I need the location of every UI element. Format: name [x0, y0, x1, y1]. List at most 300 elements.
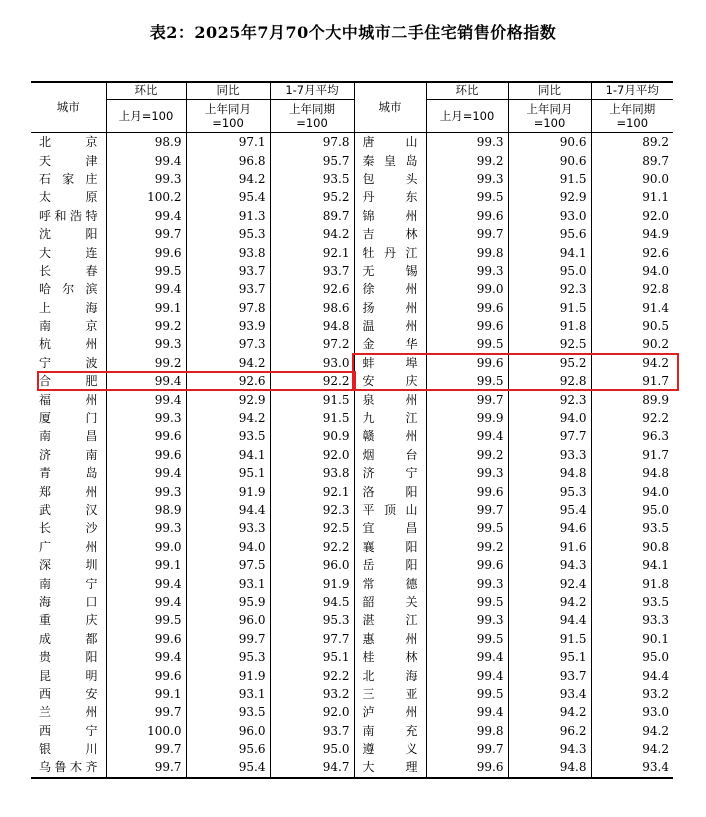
avg-value-right: 93.5 — [591, 593, 673, 611]
city-name-right: 韶关 — [354, 593, 426, 611]
yoy-value-left: 92.9 — [186, 390, 270, 408]
table-row — [31, 556, 673, 574]
table-row — [31, 427, 673, 445]
city-name-right: 大理 — [354, 758, 426, 777]
avg-value-right: 90.5 — [591, 317, 673, 335]
table-row — [31, 299, 673, 317]
table-row — [31, 188, 673, 206]
yoy-value-left: 91.9 — [186, 666, 270, 684]
table-row — [31, 685, 673, 703]
city-name-right: 岳阳 — [354, 556, 426, 574]
avg-value-right: 94.9 — [591, 225, 673, 243]
avg-value-left: 92.2 — [270, 666, 354, 684]
avg-value-right: 91.4 — [591, 299, 673, 317]
mom-value-right: 99.3 — [426, 133, 508, 152]
city-name-left: 南宁 — [39, 576, 98, 591]
city-name-right: 九江 — [354, 409, 426, 427]
avg-value-left: 97.2 — [270, 335, 354, 353]
city-name-left: 重庆 — [39, 613, 98, 628]
mom-value-left: 99.3 — [106, 335, 186, 353]
table-row — [31, 574, 673, 592]
yoy-value-left: 95.3 — [186, 225, 270, 243]
header-avg-left: 1-7月平均 — [270, 82, 354, 100]
avg-value-left: 92.6 — [270, 280, 354, 298]
yoy-value-right: 93.3 — [508, 446, 591, 464]
yoy-value-left: 93.9 — [186, 317, 270, 335]
avg-value-left: 97.7 — [270, 630, 354, 648]
city-name-right: 洛阳 — [354, 482, 426, 500]
mom-value-left: 99.6 — [106, 427, 186, 445]
city-name-right: 丹东 — [354, 188, 426, 206]
yoy-value-left: 91.9 — [186, 482, 270, 500]
avg-value-right: 92.8 — [591, 280, 673, 298]
yoy-value-right: 95.6 — [508, 225, 591, 243]
table-row — [31, 666, 673, 684]
yoy-value-right: 94.0 — [508, 409, 591, 427]
table-row — [31, 207, 673, 225]
yoy-value-right: 94.8 — [508, 464, 591, 482]
city-name-right: 牡丹江 — [354, 243, 426, 261]
table-row — [31, 133, 673, 152]
avg-value-right: 89.2 — [591, 133, 673, 152]
yoy-value-left: 96.8 — [186, 151, 270, 169]
header-yoy-sub-left: 上年同月 =100 — [186, 100, 270, 133]
avg-value-left: 89.7 — [270, 207, 354, 225]
header-avg-sub-right: 上年同期 =100 — [591, 100, 673, 133]
table-title: 表2：2025年7月70个大中城市二手住宅销售价格指数 — [149, 23, 557, 42]
avg-value-left: 93.7 — [270, 722, 354, 740]
avg-value-right: 93.2 — [591, 685, 673, 703]
avg-value-right: 91.7 — [591, 446, 673, 464]
yoy-value-right: 91.6 — [508, 538, 591, 556]
yoy-value-right: 91.8 — [508, 317, 591, 335]
table-row — [31, 740, 673, 758]
avg-value-right: 92.0 — [591, 207, 673, 225]
avg-value-left: 94.2 — [270, 225, 354, 243]
city-name-right: 唐山 — [354, 133, 426, 152]
avg-value-right: 94.1 — [591, 556, 673, 574]
mom-value-left: 99.5 — [106, 262, 186, 280]
mom-value-left: 98.9 — [106, 501, 186, 519]
city-name-right: 襄阳 — [354, 538, 426, 556]
avg-value-right: 90.0 — [591, 170, 673, 188]
mom-value-left: 99.1 — [106, 685, 186, 703]
city-name-left: 广州 — [39, 539, 98, 554]
avg-value-left: 92.0 — [270, 703, 354, 721]
header-yoy-sub-right: 上年同月 =100 — [508, 100, 591, 133]
yoy-value-right: 92.5 — [508, 335, 591, 353]
table-row — [31, 317, 673, 335]
city-name-right: 惠州 — [354, 630, 426, 648]
table-row — [31, 280, 673, 298]
city-name-right: 包头 — [354, 170, 426, 188]
table-row — [31, 703, 673, 721]
mom-value-right: 99.7 — [426, 390, 508, 408]
mom-value-right: 99.3 — [426, 170, 508, 188]
avg-value-right: 93.5 — [591, 519, 673, 537]
city-name-right: 扬州 — [354, 299, 426, 317]
yoy-value-left: 94.4 — [186, 501, 270, 519]
yoy-value-left: 94.2 — [186, 170, 270, 188]
avg-value-right: 94.2 — [591, 740, 673, 758]
yoy-value-right: 94.1 — [508, 243, 591, 261]
mom-value-right: 99.6 — [426, 556, 508, 574]
yoy-value-left: 95.6 — [186, 740, 270, 758]
yoy-value-left: 93.5 — [186, 703, 270, 721]
table-row — [31, 519, 673, 537]
mom-value-right: 99.3 — [426, 464, 508, 482]
city-name-left: 石家庄 — [39, 171, 98, 186]
yoy-value-right: 95.0 — [508, 262, 591, 280]
city-name-right: 南充 — [354, 722, 426, 740]
yoy-value-right: 92.4 — [508, 574, 591, 592]
avg-value-left: 95.0 — [270, 740, 354, 758]
table-row — [31, 630, 673, 648]
avg-value-right: 90.8 — [591, 538, 673, 556]
avg-value-left: 95.2 — [270, 188, 354, 206]
mom-value-left: 98.9 — [106, 133, 186, 152]
city-name-left: 福州 — [39, 392, 98, 407]
yoy-value-right: 93.0 — [508, 207, 591, 225]
yoy-value-left: 95.1 — [186, 464, 270, 482]
mom-value-right: 99.5 — [426, 685, 508, 703]
yoy-value-right: 92.9 — [508, 188, 591, 206]
city-name-right: 湛江 — [354, 611, 426, 629]
avg-value-left: 94.5 — [270, 593, 354, 611]
table-header — [31, 82, 673, 133]
header-yoy-left: 同比 — [186, 82, 270, 100]
header-mom-sub-right: 上月=100 — [426, 100, 508, 133]
avg-value-right: 92.2 — [591, 409, 673, 427]
yoy-value-left: 97.1 — [186, 133, 270, 152]
table-body — [31, 133, 673, 778]
yoy-value-left: 95.4 — [186, 188, 270, 206]
table-row — [31, 225, 673, 243]
city-name-left: 天津 — [39, 153, 98, 168]
city-name-left: 厦门 — [39, 411, 98, 426]
header-avg-right: 1-7月平均 — [591, 82, 673, 100]
mom-value-right: 99.6 — [426, 758, 508, 777]
avg-value-right: 90.2 — [591, 335, 673, 353]
yoy-value-left: 93.3 — [186, 519, 270, 537]
city-name-left: 呼和浩特 — [39, 208, 98, 223]
avg-value-right: 89.7 — [591, 151, 673, 169]
avg-value-right: 89.9 — [591, 390, 673, 408]
avg-value-left: 91.5 — [270, 390, 354, 408]
yoy-value-right: 90.6 — [508, 133, 591, 152]
yoy-value-left: 94.0 — [186, 538, 270, 556]
mom-value-right: 99.4 — [426, 427, 508, 445]
header-avg-sub-left: 上年同期 =100 — [270, 100, 354, 133]
yoy-value-right: 92.3 — [508, 280, 591, 298]
avg-value-right: 95.0 — [591, 501, 673, 519]
table-row — [31, 335, 673, 353]
yoy-value-left: 97.5 — [186, 556, 270, 574]
yoy-value-right: 90.6 — [508, 151, 591, 169]
yoy-value-left: 99.7 — [186, 630, 270, 648]
city-name-right: 烟台 — [354, 446, 426, 464]
table-row — [31, 409, 673, 427]
mom-value-right: 99.7 — [426, 501, 508, 519]
header-mom-sub-left: 上月=100 — [106, 100, 186, 133]
mom-value-right: 99.3 — [426, 574, 508, 592]
yoy-value-right: 91.5 — [508, 299, 591, 317]
avg-value-right: 95.0 — [591, 648, 673, 666]
mom-value-left: 99.7 — [106, 703, 186, 721]
yoy-value-left: 93.1 — [186, 685, 270, 703]
avg-value-right: 94.0 — [591, 262, 673, 280]
avg-value-right: 94.4 — [591, 666, 673, 684]
city-name-left: 南京 — [39, 319, 98, 334]
yoy-value-right: 94.2 — [508, 703, 591, 721]
mom-value-right: 99.7 — [426, 740, 508, 758]
yoy-value-left: 97.8 — [186, 299, 270, 317]
mom-value-left: 100.2 — [106, 188, 186, 206]
city-name-right: 遵义 — [354, 740, 426, 758]
city-name-left: 长沙 — [39, 521, 98, 536]
table-row — [31, 464, 673, 482]
city-name-right: 桂林 — [354, 648, 426, 666]
mom-value-left: 99.3 — [106, 409, 186, 427]
city-name-right: 赣州 — [354, 427, 426, 445]
mom-value-left: 99.5 — [106, 611, 186, 629]
city-name-right: 安庆 — [354, 372, 426, 390]
avg-value-left: 97.8 — [270, 133, 354, 152]
mom-value-right: 99.8 — [426, 243, 508, 261]
yoy-value-right: 94.4 — [508, 611, 591, 629]
city-name-left: 北京 — [31, 133, 106, 152]
city-name-right: 平顶山 — [354, 501, 426, 519]
table-row — [31, 482, 673, 500]
city-name-right: 蚌埠 — [354, 354, 426, 372]
avg-value-right: 91.7 — [591, 372, 673, 390]
mom-value-left: 99.2 — [106, 317, 186, 335]
mom-value-left: 99.1 — [106, 299, 186, 317]
yoy-value-left: 93.7 — [186, 280, 270, 298]
city-name-right: 锦州 — [354, 207, 426, 225]
avg-value-left: 93.5 — [270, 170, 354, 188]
table-row — [31, 501, 673, 519]
city-name-left: 青岛 — [39, 466, 98, 481]
yoy-value-left: 97.3 — [186, 335, 270, 353]
mom-value-right: 99.2 — [426, 446, 508, 464]
city-name-left: 沈阳 — [39, 227, 98, 242]
avg-value-left: 93.7 — [270, 262, 354, 280]
mom-value-right: 99.6 — [426, 207, 508, 225]
avg-value-right: 93.4 — [591, 758, 673, 777]
city-name-right: 北海 — [354, 666, 426, 684]
mom-value-right: 99.5 — [426, 335, 508, 353]
yoy-value-left: 95.3 — [186, 648, 270, 666]
mom-value-left: 99.7 — [106, 758, 186, 777]
city-name-right: 无锡 — [354, 262, 426, 280]
avg-value-left: 92.1 — [270, 482, 354, 500]
city-name-right: 温州 — [354, 317, 426, 335]
mom-value-right: 99.5 — [426, 593, 508, 611]
avg-value-left: 92.5 — [270, 519, 354, 537]
avg-value-left: 92.1 — [270, 243, 354, 261]
table-row — [31, 170, 673, 188]
city-name-left: 海口 — [39, 594, 98, 609]
avg-value-left: 95.1 — [270, 648, 354, 666]
mom-value-right: 99.6 — [426, 482, 508, 500]
mom-value-right: 99.8 — [426, 722, 508, 740]
mom-value-left: 100.0 — [106, 722, 186, 740]
mom-value-left: 99.4 — [106, 207, 186, 225]
mom-value-left: 99.6 — [106, 446, 186, 464]
city-name-left: 长春 — [39, 263, 98, 278]
mom-value-right: 99.5 — [426, 188, 508, 206]
yoy-value-left: 94.1 — [186, 446, 270, 464]
avg-value-right: 96.3 — [591, 427, 673, 445]
mom-value-right: 99.5 — [426, 372, 508, 390]
mom-value-left: 99.3 — [106, 170, 186, 188]
yoy-value-right: 92.8 — [508, 372, 591, 390]
avg-value-left: 94.7 — [270, 758, 354, 777]
city-name-right: 济宁 — [354, 464, 426, 482]
mom-value-left: 99.4 — [106, 593, 186, 611]
avg-value-left: 92.0 — [270, 446, 354, 464]
mom-value-right: 99.3 — [426, 611, 508, 629]
avg-value-left: 95.7 — [270, 151, 354, 169]
city-name-left: 济南 — [39, 447, 98, 462]
avg-value-left: 92.3 — [270, 501, 354, 519]
avg-value-right: 93.0 — [591, 703, 673, 721]
yoy-value-left: 93.1 — [186, 574, 270, 592]
table-row — [31, 593, 673, 611]
city-name-left: 太原 — [39, 190, 98, 205]
mom-value-right: 99.3 — [426, 262, 508, 280]
avg-value-right: 94.0 — [591, 482, 673, 500]
city-name-right: 秦皇岛 — [354, 151, 426, 169]
mom-value-right: 99.6 — [426, 317, 508, 335]
table-row — [31, 390, 673, 408]
yoy-value-right: 94.3 — [508, 740, 591, 758]
city-name-left: 贵阳 — [39, 650, 98, 665]
city-name-right: 泉州 — [354, 390, 426, 408]
table-row — [31, 446, 673, 464]
avg-value-right: 92.6 — [591, 243, 673, 261]
mom-value-left: 99.3 — [106, 482, 186, 500]
header-city-right: 城市 — [354, 82, 426, 133]
mom-value-left: 99.4 — [106, 464, 186, 482]
city-name-right: 徐州 — [354, 280, 426, 298]
city-name-left: 宁波 — [39, 355, 98, 370]
avg-value-right: 94.2 — [591, 354, 673, 372]
city-name-left: 合肥 — [39, 374, 98, 389]
header-yoy-right: 同比 — [508, 82, 591, 100]
city-name-left: 西安 — [39, 686, 98, 701]
avg-value-left: 98.6 — [270, 299, 354, 317]
yoy-value-right: 97.7 — [508, 427, 591, 445]
yoy-value-right: 95.3 — [508, 482, 591, 500]
city-name-right: 吉林 — [354, 225, 426, 243]
yoy-value-right: 95.1 — [508, 648, 591, 666]
mom-value-right: 99.7 — [426, 225, 508, 243]
yoy-value-right: 93.4 — [508, 685, 591, 703]
yoy-value-left: 95.4 — [186, 758, 270, 777]
mom-value-left: 99.6 — [106, 630, 186, 648]
avg-value-right: 94.8 — [591, 464, 673, 482]
header-mom-right: 环比 — [426, 82, 508, 100]
mom-value-right: 99.9 — [426, 409, 508, 427]
table-row — [31, 243, 673, 261]
city-name-right: 宜昌 — [354, 519, 426, 537]
table-row — [31, 648, 673, 666]
mom-value-right: 99.5 — [426, 630, 508, 648]
mom-value-right: 99.4 — [426, 648, 508, 666]
avg-value-left: 91.9 — [270, 574, 354, 592]
mom-value-left: 99.3 — [106, 519, 186, 537]
yoy-value-right: 94.8 — [508, 758, 591, 777]
city-name-left: 哈尔滨 — [39, 282, 98, 297]
table-row — [31, 538, 673, 556]
avg-value-right: 91.8 — [591, 574, 673, 592]
avg-value-left: 95.3 — [270, 611, 354, 629]
mom-value-left: 99.1 — [106, 556, 186, 574]
yoy-value-left: 95.9 — [186, 593, 270, 611]
mom-value-left: 99.4 — [106, 574, 186, 592]
yoy-value-left: 91.3 — [186, 207, 270, 225]
mom-value-right: 99.6 — [426, 354, 508, 372]
avg-value-right: 94.2 — [591, 722, 673, 740]
table-row — [31, 354, 673, 372]
avg-value-left: 93.8 — [270, 464, 354, 482]
price-index-table — [31, 81, 673, 779]
yoy-value-right: 96.2 — [508, 722, 591, 740]
city-name-right: 金华 — [354, 335, 426, 353]
city-name-left: 杭州 — [39, 337, 98, 352]
mom-value-right: 99.0 — [426, 280, 508, 298]
table-row — [31, 262, 673, 280]
city-name-left: 南昌 — [39, 429, 98, 444]
city-name-left: 大连 — [39, 245, 98, 260]
yoy-value-left: 92.6 — [186, 372, 270, 390]
yoy-value-right: 94.6 — [508, 519, 591, 537]
mom-value-left: 99.4 — [106, 280, 186, 298]
avg-value-right: 91.1 — [591, 188, 673, 206]
avg-value-left: 96.0 — [270, 556, 354, 574]
yoy-value-left: 96.0 — [186, 611, 270, 629]
avg-value-left: 93.0 — [270, 354, 354, 372]
table-row — [31, 372, 673, 390]
table-row — [31, 611, 673, 629]
mom-value-left: 99.4 — [106, 390, 186, 408]
yoy-value-right: 92.3 — [508, 390, 591, 408]
yoy-value-left: 96.0 — [186, 722, 270, 740]
yoy-value-right: 91.5 — [508, 170, 591, 188]
yoy-value-left: 94.2 — [186, 409, 270, 427]
mom-value-left: 99.4 — [106, 648, 186, 666]
city-name-left: 乌鲁木齐 — [31, 758, 106, 777]
yoy-value-right: 95.4 — [508, 501, 591, 519]
city-name-right: 三亚 — [354, 685, 426, 703]
city-name-left: 郑州 — [39, 484, 98, 499]
avg-value-right: 93.3 — [591, 611, 673, 629]
avg-value-left: 93.2 — [270, 685, 354, 703]
yoy-value-right: 93.7 — [508, 666, 591, 684]
yoy-value-left: 93.7 — [186, 262, 270, 280]
table-row — [31, 151, 673, 169]
mom-value-left: 99.7 — [106, 225, 186, 243]
avg-value-right: 90.1 — [591, 630, 673, 648]
mom-value-right: 99.2 — [426, 538, 508, 556]
mom-value-left: 99.2 — [106, 354, 186, 372]
table-row — [31, 722, 673, 740]
mom-value-right: 99.4 — [426, 703, 508, 721]
mom-value-left: 99.6 — [106, 666, 186, 684]
city-name-left: 西宁 — [39, 723, 98, 738]
